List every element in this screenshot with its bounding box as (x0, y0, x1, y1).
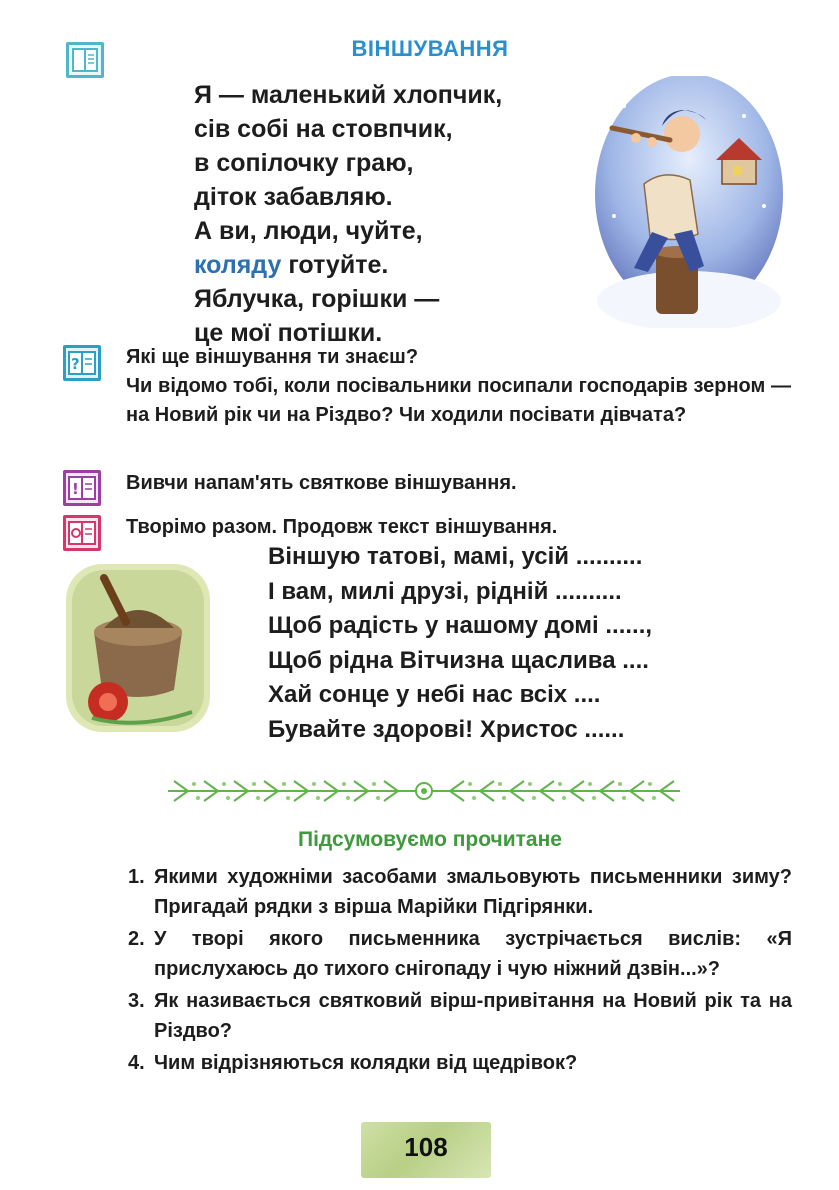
svg-text:!: ! (72, 480, 79, 498)
ornament-divider (164, 772, 684, 810)
poem-line (194, 248, 534, 282)
wish-line: Щоб рідна Вітчизна щаслива .... (268, 646, 649, 674)
task-create: Творімо разом. Продовж текст віншування. (126, 516, 558, 538)
item-text: Якими художніми засобами змальовують письменники зиму? Пригадай рядки з вірша Марійки Підгірянки. (154, 866, 792, 918)
reading-book-icon (66, 42, 104, 78)
question-1: Які ще віншування ти знаєш? (126, 346, 419, 368)
item-text: У творі якого письменника зустрічається вислів: «Я прислухаюсь до тихого снігопаду і чую ніжний дзвін...»? (154, 928, 792, 980)
grain-pot-illustration (64, 562, 212, 734)
poem-line: Я — маленький хлопчик, (194, 81, 503, 109)
wish-text (268, 540, 718, 747)
item-text: Як називається святковий вірш-привітання на Новий рік та на Різдво? (154, 990, 792, 1042)
list-item (128, 986, 792, 1046)
poem-line: Яблучка, горішки — (194, 285, 440, 313)
poem-line-rest: готуйте. (281, 251, 389, 279)
questions-block (126, 343, 791, 430)
boy-with-pipe-illustration (594, 76, 784, 328)
poem (194, 78, 534, 350)
item-number: 4. (128, 1052, 145, 1074)
poem-line: в сопілочку граю, (194, 149, 414, 177)
poem-line: діток забавляю. (194, 183, 393, 211)
summary-list (128, 862, 792, 1080)
list-item (128, 1048, 792, 1078)
item-number: 2. (128, 928, 145, 950)
item-number: 1. (128, 866, 145, 888)
wish-line: Бувайте здорові! Христос ...... (268, 715, 625, 743)
create-together-icon (63, 515, 101, 551)
item-number: 3. (128, 990, 145, 1012)
poem-line: А ви, люди, чуйте, (194, 217, 423, 245)
page-number: 108 (404, 1132, 448, 1162)
page-title: ВІНШУВАННЯ (351, 36, 509, 61)
wish-line: Щоб радість у нашому домі ......, (268, 612, 653, 639)
memorize-icon (63, 470, 101, 506)
svg-text:?: ? (71, 355, 80, 373)
wish-line: Віншую татові, мамі, усій .......... (268, 543, 643, 570)
question-2: Чи відомо тобі, коли посівальники посипали господарів зерном — на Новий рік чи на Різдво? Чи ходили посівати дівчата? (126, 375, 791, 426)
list-item (128, 924, 792, 984)
wish-line: І вам, милі друзі, рідній .......... (268, 577, 622, 605)
item-text: Чим відрізняються колядки від щедрівок? (154, 1052, 578, 1074)
summary-title: Підсумовуємо прочитане (298, 828, 562, 851)
question-icon (63, 345, 101, 381)
list-item (128, 862, 792, 922)
poem-line: сів собі на стовпчик, (194, 115, 453, 143)
task-memorize: Вивчи напам'ять святкове віншування. (126, 472, 517, 494)
highlighted-word: коляду (194, 251, 282, 279)
poem-line: це мої потішки. (194, 319, 383, 347)
wish-line: Хай сонце у небі нас всіх .... (268, 681, 601, 708)
